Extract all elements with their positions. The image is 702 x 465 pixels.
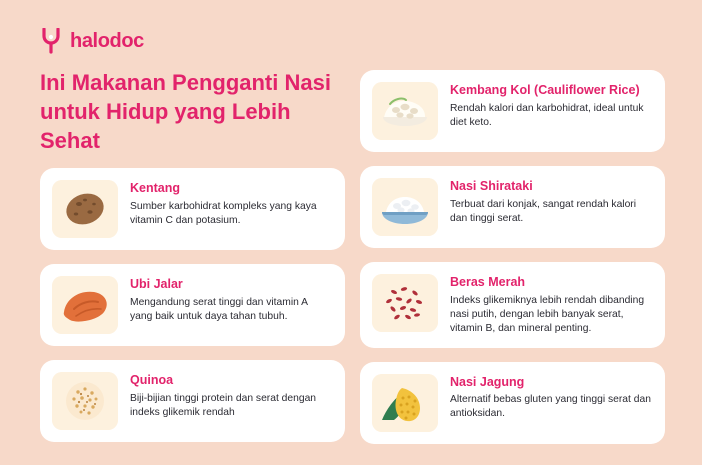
list-item [40,264,345,346]
list-item [360,166,665,248]
sweet-potato-icon [52,276,118,334]
list-item-description: Mengandung serat tinggi dan vitamin A yang baik untuk daya tahan tubuh. [130,296,308,322]
shirataki-bowl-icon [372,178,438,236]
list-item [40,168,345,250]
potato-icon [52,180,118,238]
list-item-description: Terbuat dari konjak, sangat rendah kalori dan tinggi serat. [450,198,637,224]
list-item-body [450,374,651,422]
brand-name: halodoc [70,29,144,52]
cauliflower-rice-icon [372,82,438,140]
list-item-body [450,82,651,130]
list-item [40,360,345,442]
left-column [40,168,345,456]
list-item-body [130,180,331,228]
corn-icon [372,374,438,432]
list-item-title: Quinoa [130,373,174,387]
red-rice-icon [372,274,438,332]
list-item [360,362,665,444]
list-item-body [130,276,331,324]
list-item-description: Alternatif bebas gluten yang tinggi serat dan antioksidan. [450,394,651,420]
page-title: Ini Makanan Pengganti Nasi untuk Hidup yang Lebih Sehat [40,70,331,154]
quinoa-bowl-icon [52,372,118,430]
list-item-title: Beras Merah [450,275,526,289]
list-item-body [450,178,651,226]
list-item-title: Kentang [130,181,180,195]
list-item-description: Sumber karbohidrat kompleks yang kaya vitamin C dan potasium. [130,200,317,226]
list-item-body [450,274,651,336]
list-item-title: Kembang Kol (Cauliflower Rice) [450,83,640,97]
list-item-body [130,372,331,420]
list-item [360,70,665,152]
list-item-description: Indeks glikemiknya lebih rendah dibanding nasi putih, dengan lebih banyak serat, vitamin B, dan mineral penting. [450,294,645,334]
list-item-description: Biji-bijian tinggi protein dan serat dengan indeks glikemik rendah [130,392,317,418]
halodoc-tuning-fork-icon [40,28,62,54]
list-item [360,262,665,348]
list-item-title: Ubi Jalar [130,277,183,291]
list-item-title: Nasi Jagung [450,374,525,389]
right-column [360,70,665,458]
list-item-description: Rendah kalori dan karbohidrat, ideal untuk diet keto. [450,102,644,128]
brand-logo [40,28,144,54]
list-item-title: Nasi Shirataki [450,179,533,193]
